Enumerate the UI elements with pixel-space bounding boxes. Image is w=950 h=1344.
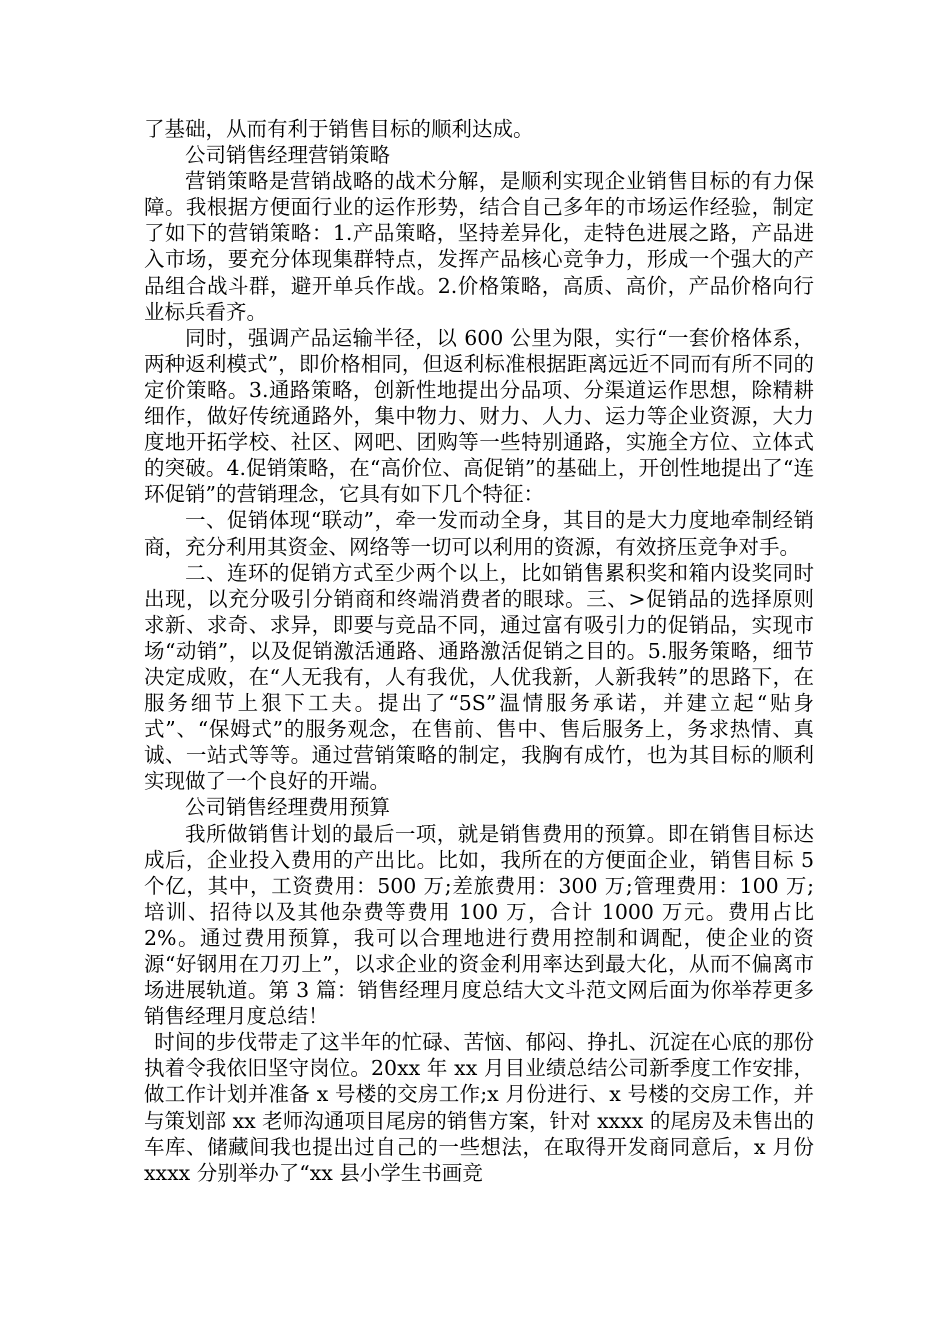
- section-heading-expense-budget: 公司销售经理费用预算: [185, 795, 390, 820]
- paragraph-promotion-feature-1: 一、促销体现“联动”，牵一发而动全身，其目的是大力度地牵制经销商，充分利用其资金、网络等一切可以利用的资源，有效挤压竞争对手。: [144, 508, 814, 559]
- paragraph-pricing-and-channels: 同时，强调产品运输半径，以 600 公里为限，实行“一套价格体系，两种返利模式”，即价格相同，但返利标准根据距离远近不同而有所不同的定价策略。3.通路策略，创新性地提出分品项、分渠道运作思想，除精耕细作，做好传统通路外，集中物力、财力、人力、运力等企业资源，大力度地开拓学校、社区、网吧、团购等一些特别通路，实施全方位、立体式的突破。4.促销策略，在“高价位、高促销”的基础上，开创性地提出了“连环促销”的营销理念，它具有如下几个特征：: [144, 325, 814, 507]
- paragraph-promotion-feature-2: 二、连环的促销方式至少两个以上，比如销售累积奖和箱内设奖同时出现，以充分吸引分销商和终端消费者的眼球。三、>促销品的选择原则求新、求奇、求异，即要与竞品不同，通过富有吸引力的促销品，实现市场“动销”，以及促销激活通路、通路激活促销之目的。5.服务策略，细节决定成败，在“人无我有，人有我优，人优我新，人新我转”的思路下，在服务细节上狠下工夫。提出了“5S”温情服务承诺，并建立起“贴身式”、“保姆式”的服务观念，在售前、售中、售后服务上，务求热情、真诚、一站式等等。通过营销策略的制定，我胸有成竹，也为其目标的顺利实现做了一个良好的开端。: [144, 560, 814, 794]
- document-page: [144, 116, 814, 1186]
- paragraph-marketing-strategy: 营销策略是营销战略的战术分解，是顺利实现企业销售目标的有力保障。我根据方便面行业的运作形势，结合自己多年的市场运作经验，制定了如下的营销策略：1.产品策略，坚持差异化，走特色进展之路，产品进入市场，要充分体现集群特点，发挥产品核心竞争力，形成一个强大的产品组合战斗群，避开单兵作战。2.价格策略，高质、高价，产品价格向行业标兵看齐。: [144, 169, 814, 324]
- paragraph-expense-budget: 我所做销售计划的最后一项，就是销售费用的预算。即在销售目标达成后，企业投入费用的产出比。比如，我所在的方便面企业，销售目标 5 个亿，其中，工资费用：500 万;差旅费用：300 万;管理费用：100 万;培训、招待以及其他杂费等费用 100 万，合计 1000 万元。费用占比 2%。通过费用预算，我可以合理地进行费用控制和调配，使企业的资源“好钢用在刀刃上”，以求企业的资金利用率达到最大化，从而不偏离市场进展轨道。第 3 篇：销售经理月度总结大文斗范文网后面为你举荐更多销售经理月度总结！: [144, 821, 814, 1029]
- section-heading-marketing-strategy: 公司销售经理营销策略: [185, 143, 390, 168]
- paragraph-monthly-summary: 时间的步伐带走了这半年的忙碌、苦恼、郁闷、挣扎、沉淀在心底的那份执着令我依旧坚守岗位。20xx 年 xx 月目业绩总结公司新季度工作安排，做工作计划并准备 x 号楼的交房工作;x 月份进行、x 号楼的交房工作，并与策划部 xx 老师沟通项目尾房的销售方案，针对 xxxx 的尾房及未售出的车库、储藏间我也提出过自己的一些想法，在取得开发商同意后，x 月份 xxxx 分别举办了“xx 县小学生书画竞: [144, 1030, 814, 1185]
- paragraph-continuation: 了基础，从而有利于销售目标的顺利达成。: [144, 117, 534, 141]
